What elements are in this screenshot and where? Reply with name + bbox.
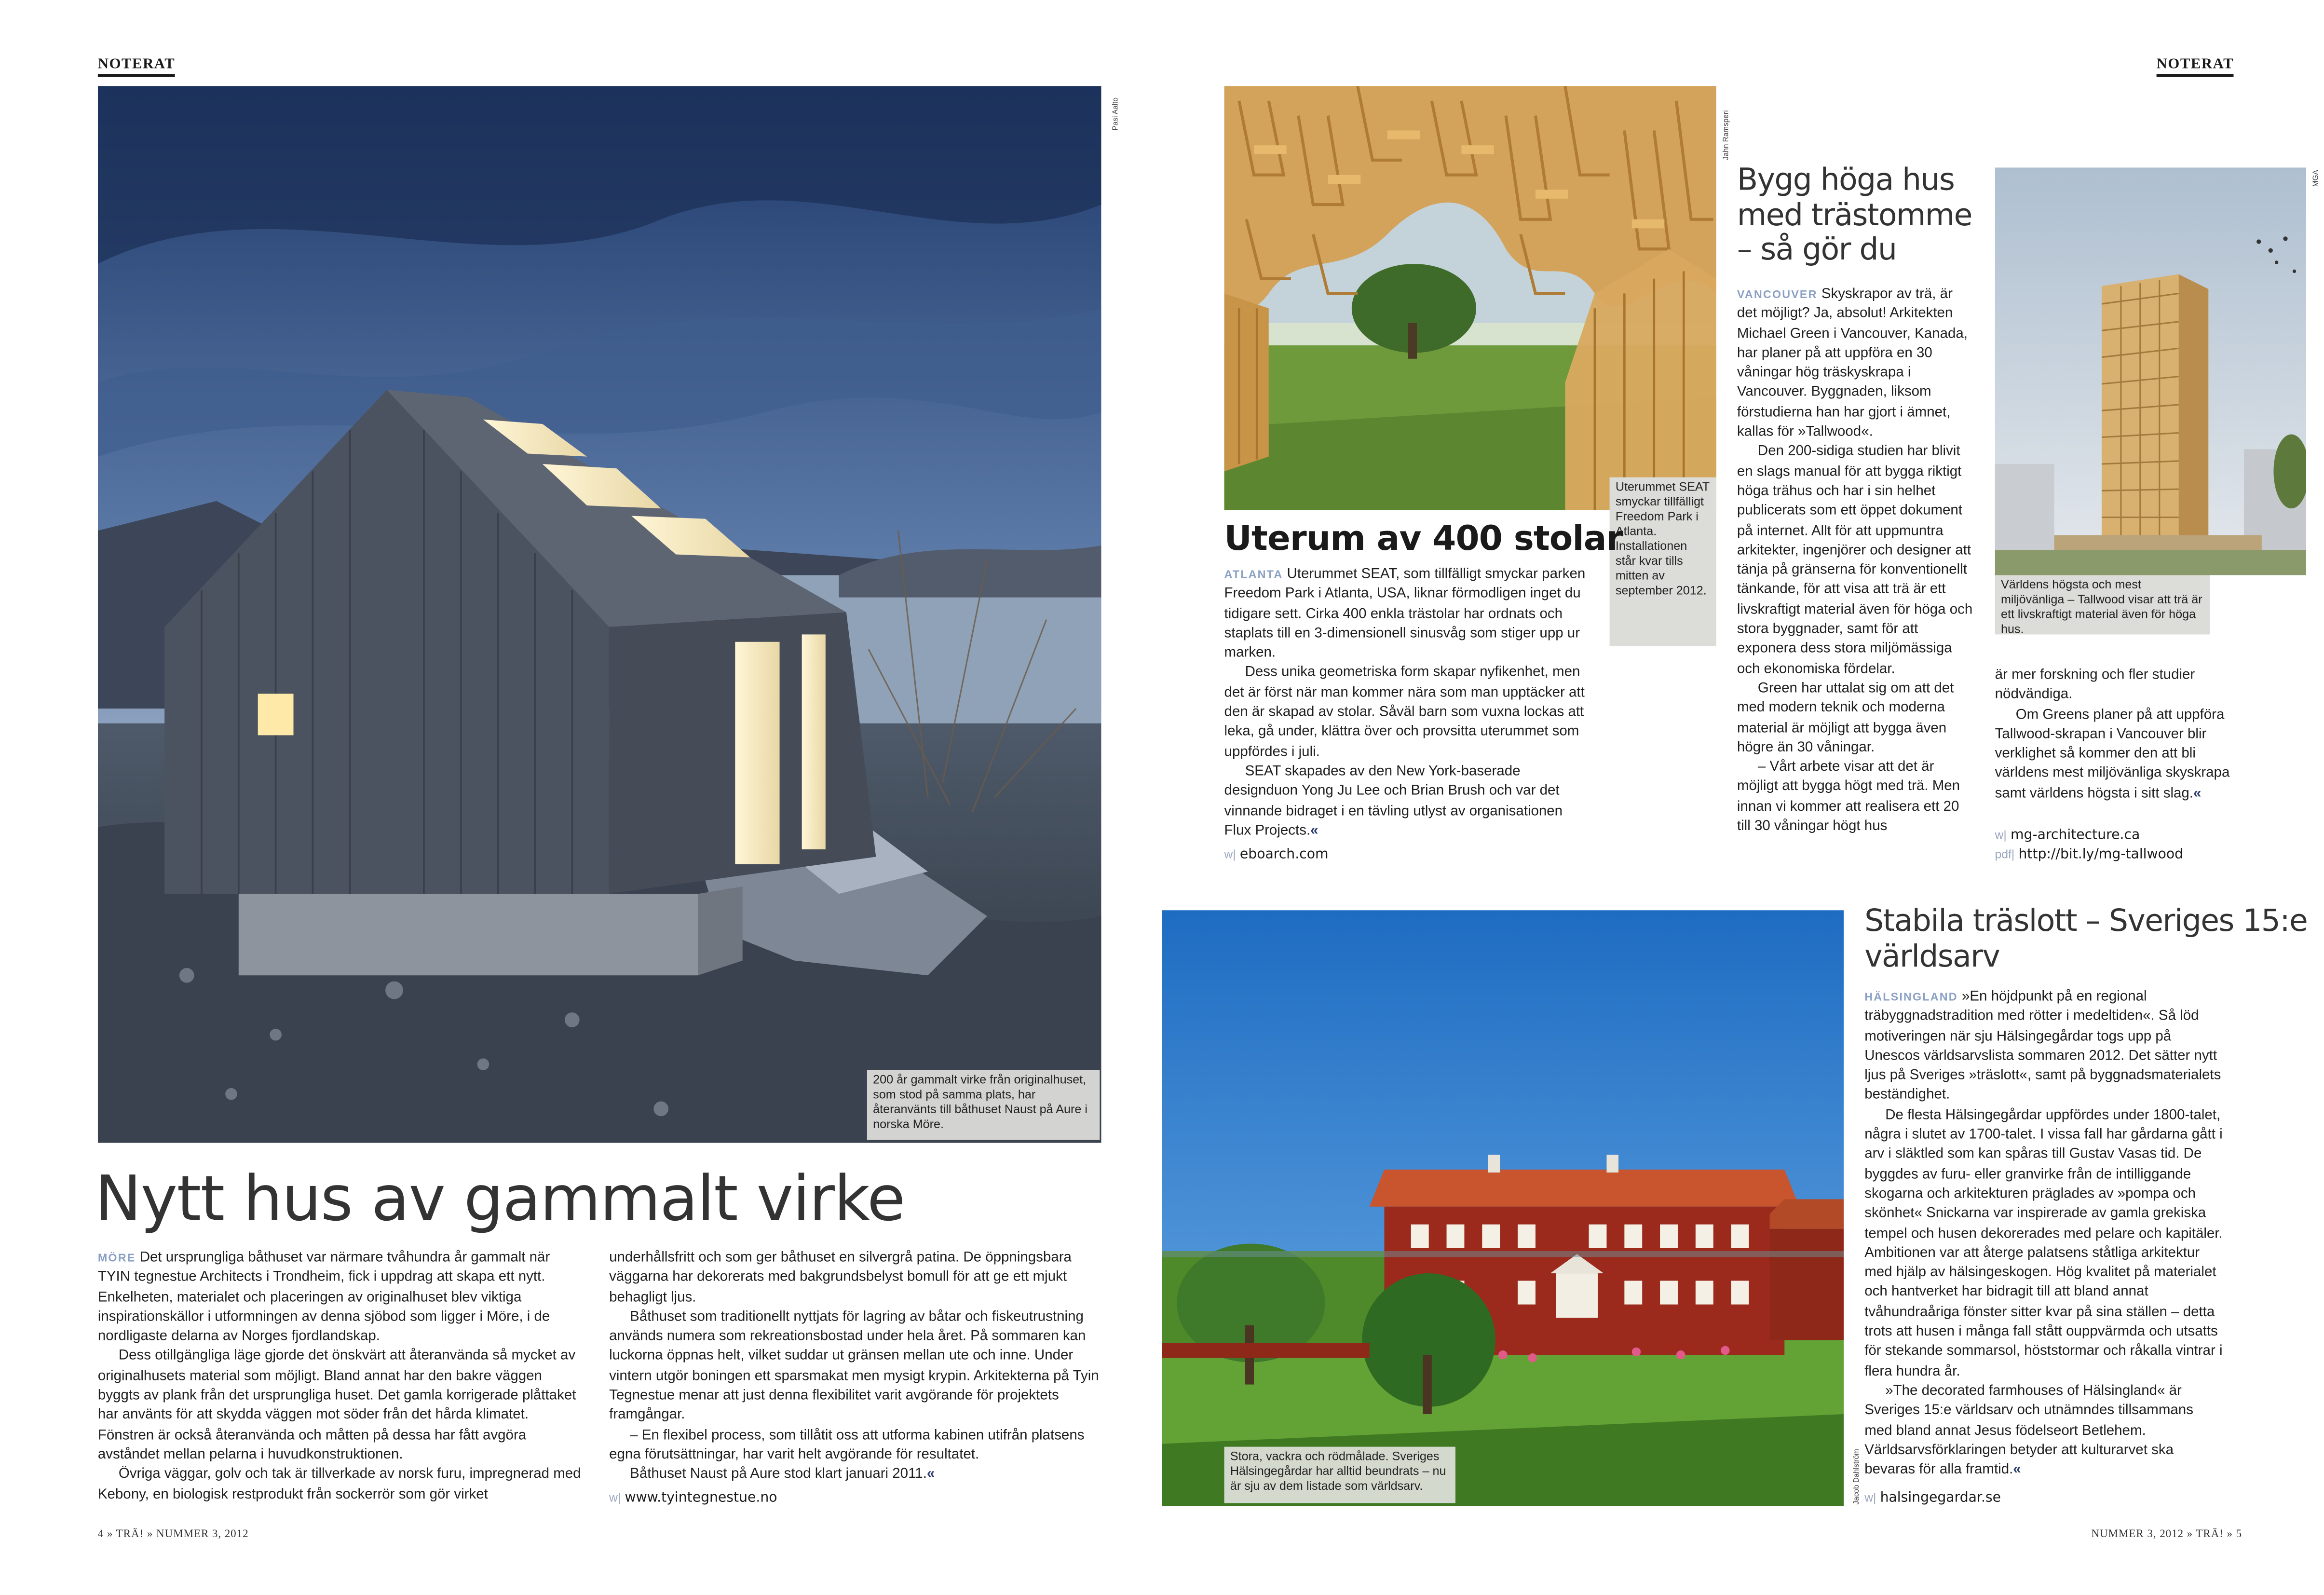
web-prefix: w|: [1995, 829, 2007, 842]
dateline-more: MÖRE: [97, 1251, 136, 1265]
tallwood-para-4: – Vårt arbete visar att det är möjligt att bygga högt med trä. Men innan vi kommer att realisera ett 20 till 30 våningar högt hus: [1737, 759, 1960, 835]
farmhouse-caption: Stora, vackra och rödmålade. Sveriges Hälsingegårdar har alltid beundrats – nu är sju av dem listade som världsarv.: [1224, 1447, 1455, 1503]
tallwood-para-2: Den 200-sidiga studien har blivit en slags manual för att bygga riktigt höga trähus och har i sin helhet publicerats som ett öppet dokument på internet. Allt för att uppmuntra arkitekter, ingenjörer och designer att tänja på gränserna för konventionellt tänkande, för att visa att trä är ett livskraftigt material även för höga och stora byggnader, samt för att exponera dess stora miljömässiga och ekonomiska fördelar.: [1737, 444, 1973, 677]
headline-boathouse: Nytt hus av gammalt virke: [95, 1162, 905, 1235]
tallwood-para-1: VANCOUVER Skyskrapor av trä, är det möjligt? Ja, absolut! Arkitekten Michael Green i Vancouver, Kanada, har planer på att uppföra en 30 våningar hög träskyskrapa i Vancouver. Byggnaden, liksom förstudierna han har gjort i ämnet, kallas för »Tallwood«.: [1737, 286, 1968, 441]
boathouse-para-1: MÖRE Det ursprungliga båthuset var närmare tvåhundra år gammalt när TYIN tegnestue Architects i Trondheim, fick i uppdrag att skapa ett nytt. Enkelheten, materialet och placeringen av originalhuset blev viktiga inspirationskällor i utformningen av denna sjöbod som ligger i Möre, i de nordligaste delarna av Norges fjordlandskap.: [97, 1249, 550, 1345]
boathouse-para-6: – En flexibel process, som tillåtit oss att utforma kabinen utifrån platsens egna förutsättningar, har varit helt avgörande för resultatet.: [609, 1427, 1085, 1463]
tallwood-para-6: Om Greens planer på att uppföra Tallwood-skrapan i Vancouver blir verklighet så kommer den att bli världens mest miljövänliga skyskrapa samt världens högsta i sitt slag.«: [1995, 706, 2230, 802]
tallwood-link-line-2: [1995, 845, 2183, 865]
headline-halsingegardar: Stabila träslott – Sveriges 15:e världsarv: [1864, 902, 2308, 973]
dateline-vancouver: VANCOUVER: [1737, 287, 1818, 301]
boathouse-link-line: [609, 1488, 777, 1508]
tallwood-photo-credit: MGA: [2312, 170, 2321, 187]
farmhouse-para-3: »The decorated farmhouses of Hälsingland« är Sveriges 15:e världsarv och utnämndes tillsammans med bland annat Jesus födelseort Betlehem. Världsarvsförklaringen betyder att kulturarvet ska bevaras för alla framtid.«: [1864, 1383, 2193, 1478]
boathouse-col-1: [98, 1248, 584, 1504]
seat-para-2: Dess unika geometriska form skapar nyfikenhet, men det är först när man kommer nära som man upptäcker att den är skapad av stolar. Såväl barn som vuxna lockas att leka, gå under, klättra över och provsitta uterummet som uppfördes i juli.: [1224, 665, 1585, 760]
section-label-right: NOTERAT: [2157, 56, 2234, 77]
pdf-prefix: pdf|: [1995, 847, 2015, 861]
web-prefix: w|: [1864, 1491, 1876, 1505]
end-mark: «: [1310, 822, 1318, 839]
headline-tallwood: Bygg höga hus med trästomme – så gör du: [1737, 162, 1972, 267]
tallwood-caption: Världens högsta och mest miljövänliga – Tallwood visar att trä är ett livskraftigt material även för höga hus.: [1995, 575, 2210, 634]
boathouse-para-7: Båthuset Naust på Aure stod klart januari 2011.«: [630, 1466, 935, 1483]
seat-photo-credit: Jahn Ramsperi: [1722, 110, 1731, 160]
tallwood-link-line-1: [1995, 826, 2140, 845]
headline-seat: Uterum av 400 stolar: [1224, 520, 1623, 559]
farmhouse-para-1: HÄLSINGLAND »En höjdpunkt på en regional träbyggnadstradition med rötter i medeltiden«. Så löd motiveringen när sju Hälsingegårdar togs upp på Unescos världsarvslista sommaren 2012. Det sätter nytt ljus på Sveriges »träslott«, samt på byggnadsmaterialets beständighet.: [1864, 988, 2221, 1104]
boathouse-para-5: Båthuset som traditionellt nyttjats för lagring av båtar och fiskeutrustning används numera som rekreationsbostad under hela året. På sommaren kan luckorna öppnas helt, vilket suddar ut gränsen mellan ute och inne. Under vintern utgör boningen ett sparsmakat men mysigt krypin. Arkitekterna på Tyin Tegnestue menar att just denna flexibilitet varit avgörande för projektets framgångar.: [609, 1309, 1099, 1424]
farmhouse-link-line: [1864, 1488, 2001, 1508]
boathouse-photo: [98, 86, 1101, 1143]
boathouse-col-2: [609, 1248, 1101, 1485]
boathouse-para-3: Övriga väggar, golv och tak är tillverkade av norsk furu, impregnerad med Kebony, en biologisk restprodukt från sockerrör som gör virket: [97, 1466, 581, 1503]
seat-para-1: ATLANTA Uterummet SEAT, som tillfälligt smyckar parken Freedom Park i Atlanta, USA, liknar förmodligen inget du tidigare sett. Cirka 400 enkla trästolar har ordnats och staplats till en 3-dimensionell sinusvåg som stiger upp ur marken.: [1224, 566, 1586, 662]
boathouse-photo-credit: Pasi Aalto: [1111, 97, 1121, 131]
seat-chairs-photo: [1224, 86, 1716, 510]
tallwood-render: [1995, 167, 2306, 575]
dateline-atlanta: ATLANTA: [1224, 568, 1283, 581]
seat-body: [1224, 565, 1586, 841]
end-mark: «: [2013, 1461, 2021, 1478]
tallwood-para-3: Green har uttalat sig om att det med modern teknik och moderna material är möjligt att bygga även högre än 30 våningar.: [1737, 680, 1954, 756]
farmhouse-photo: [1162, 910, 1844, 1506]
tallwood-col-2: [1995, 666, 2232, 804]
section-label-left: NOTERAT: [98, 56, 175, 77]
tallwood-para-5: är mer forskning och fler studier nödvändiga.: [1995, 667, 2195, 703]
tallwood-pdf-link[interactable]: http://bit.ly/mg-tallwood: [2018, 846, 2184, 863]
end-mark: «: [2193, 785, 2202, 802]
web-prefix: w|: [1224, 847, 1236, 861]
tallwood-web-link[interactable]: mg-architecture.ca: [2011, 827, 2140, 844]
farmhouse-body: [1864, 987, 2223, 1480]
boathouse-web-link[interactable]: www.tyintegnestue.no: [625, 1489, 777, 1506]
boathouse-para-4: underhållsfritt och som ger båthuset en silvergrå patina. De öppningsbara väggarna har dekorerats med bakgrundsbelyst bomull för att ge ett mjukt behagligt ljus.: [609, 1249, 1072, 1306]
seat-link-line: [1224, 845, 1329, 865]
footer-left: 4 » TRÄ! » NUMMER 3, 2012: [97, 1527, 249, 1540]
seat-caption: Uterummet SEAT smyckar tillfälligt Freedom Park i Atlanta. Installationen står kvar tills mitten av september 2012.: [1610, 477, 1716, 646]
dateline-halsingland: HÄLSINGLAND: [1864, 990, 1958, 1004]
end-mark: «: [926, 1466, 935, 1483]
seat-web-link[interactable]: eboarch.com: [1239, 846, 1329, 863]
web-prefix: w|: [609, 1491, 621, 1505]
seat-para-3: SEAT skapades av den New York-baserade designduon Yong Ju Lee och Brian Brush och var det vinnande bidraget i en tävling utlyst av organisationen Flux Projects.«: [1224, 763, 1563, 839]
footer-right: NUMMER 3, 2012 » TRÄ! » 5: [2091, 1527, 2242, 1540]
farmhouse-para-2: De flesta Hälsingegårdar uppfördes under 1800-talet, några i slutet av 1700-talet. I vissa fall har gårdarna gått i arv i släktled som kan spåras till Gustav Vasas tid. De byggdes av furu- eller granvirke från de intilliggande skogarna och arkitekturen präglades av »pompa och skönhet« Snickarna var inspirerade av gamla grekiska tempel och husen dekorerades med pelare och kapitäler. Ambitionen var att återge palatsens ståtliga arkitektur med hjälp av hälsingeskogen. Hög kvalitet på materialet och hantverket har bidragit till att bland annat tvåhundraåriga fönster sitter kvar på sina ställen – detta trots att husen i många fall stått ouppvärmda och utsatts för stekande sommarsol, höststormar och råkalla vintrar i flera hundra år.: [1864, 1107, 2223, 1380]
farmhouse-photo-credit: Jacob Dahlström: [1852, 1449, 1862, 1505]
tallwood-col-1: [1737, 285, 1974, 836]
boathouse-para-2: Dess otillgängliga läge gjorde det önskvärt att återanvända så mycket av originalhusets material som möjligt. Bland annat har den bakre väggen byggts av plank från det ursprungliga huset. Det gamla korrigerade plåttaket har använts för att skydda väggen mot söder från det hårda klimatet. Fönstren är också återanvända och måtten på dessa har fått avgöra avståndet mellan pelarna i huvudkonstruktionen.: [97, 1348, 576, 1463]
farmhouse-web-link[interactable]: halsingegardar.se: [1880, 1489, 2001, 1506]
boathouse-caption: 200 år gammalt virke från originalhuset, som stod på samma plats, har återanvänts till båthuset Naust på Aure i norska Möre.: [867, 1070, 1100, 1140]
